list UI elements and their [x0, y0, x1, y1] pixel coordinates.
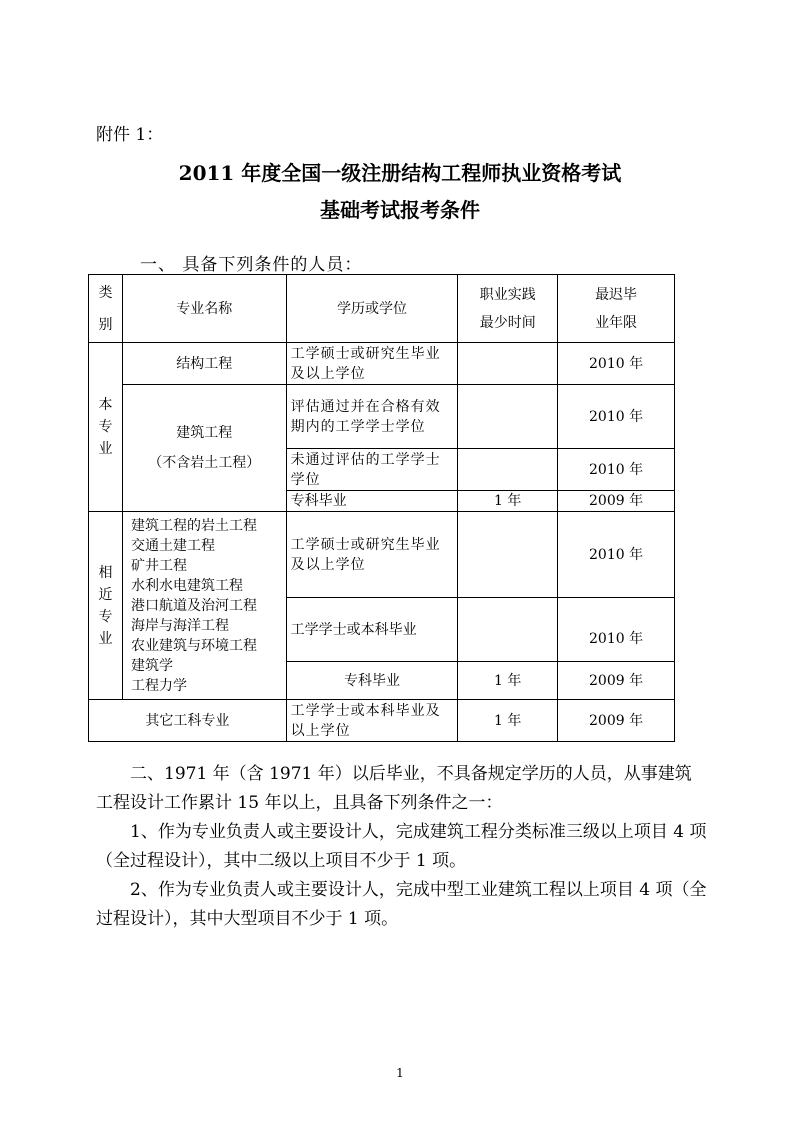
practice-cell: 1 年 — [458, 700, 558, 742]
year-cell: 2010 年 — [558, 512, 675, 598]
year-cell: 2010 年 — [558, 385, 675, 449]
major-cell: 建筑工程 （不含岩土工程） — [122, 385, 286, 512]
other-major-cell: 其它工科专业 — [89, 700, 287, 742]
practice-cell — [458, 343, 558, 385]
major-cell: 结构工程 — [122, 343, 286, 385]
document-title: 2011 年度全国一级注册结构工程师执业资格考试 — [178, 161, 622, 185]
page-number: 1 — [396, 1066, 404, 1080]
degree-cell: 专科毕业 — [286, 491, 458, 512]
year-cell: 2010 年 — [558, 598, 675, 662]
degree-cell: 专科毕业 — [286, 662, 458, 700]
degree-cell: 评估通过并在合格有效期内的工学学士学位 — [286, 385, 458, 449]
year-cell: 2010 年 — [558, 449, 675, 491]
related-majors-list: 建筑工程的岩土工程 交通土建工程 矿井工程 水利水电建筑工程 港口航道及治河工程 海岸与海洋工程 农业建筑与环境工程 建筑学 工程力学 — [122, 512, 286, 700]
table-row — [89, 343, 675, 385]
practice-cell: 1 年 — [458, 662, 558, 700]
header-degree: 学历或学位 — [286, 275, 458, 343]
table-row — [89, 700, 675, 742]
section-one-heading: 一、 具备下列条件的人员： — [140, 255, 363, 275]
practice-cell — [458, 598, 558, 662]
paragraph-condition-two: 2、作为专业负责人或主要设计人，完成中型工业建筑工程以上项目 4 项（全过程设计），其中大型项目不少于 1 项。 — [96, 880, 707, 929]
practice-cell: 1 年 — [458, 491, 558, 512]
paragraph-section-two: 二、1971 年（含 1971 年）以后毕业，不具备规定学历的人员，从事建筑工程设计工作累计 15 年以上，且具备下列条件之一： — [96, 764, 692, 813]
paragraph-condition-one: 1、作为专业负责人或主要设计人，完成建筑工程分类标准三级以上项目 4 项（全过程设计），其中二级以上项目不少于 1 项。 — [96, 822, 707, 871]
header-category: 类 别 — [89, 275, 123, 343]
header-practice: 职业实践 最少时间 — [458, 275, 558, 343]
degree-cell: 工学学士或本科毕业及以上学位 — [286, 700, 458, 742]
practice-cell — [458, 385, 558, 449]
document-subtitle: 基础考试报考条件 — [320, 198, 480, 222]
attachment-label: 附件 1： — [96, 125, 164, 145]
header-graduation: 最迟毕 业年限 — [558, 275, 675, 343]
degree-cell: 工学硕士或研究生毕业及以上学位 — [286, 512, 458, 598]
table-header-row — [89, 275, 675, 343]
degree-cell: 工学硕士或研究生毕业及以上学位 — [286, 343, 458, 385]
category-related-major: 相 近 专 业 — [89, 512, 123, 700]
header-major: 专业名称 — [122, 275, 286, 343]
degree-cell: 未通过评估的工学学士学位 — [286, 449, 458, 491]
table-row — [89, 385, 675, 449]
requirements-table — [88, 274, 675, 742]
body-paragraphs — [96, 760, 708, 934]
table-row — [89, 512, 675, 598]
year-cell: 2009 年 — [558, 491, 675, 512]
year-cell: 2010 年 — [558, 343, 675, 385]
category-same-major: 本 专 业 — [89, 343, 123, 512]
practice-cell — [458, 449, 558, 491]
year-cell: 2009 年 — [558, 700, 675, 742]
degree-cell: 工学学士或本科毕业 — [286, 598, 458, 662]
year-cell: 2009 年 — [558, 662, 675, 700]
practice-cell — [458, 512, 558, 598]
